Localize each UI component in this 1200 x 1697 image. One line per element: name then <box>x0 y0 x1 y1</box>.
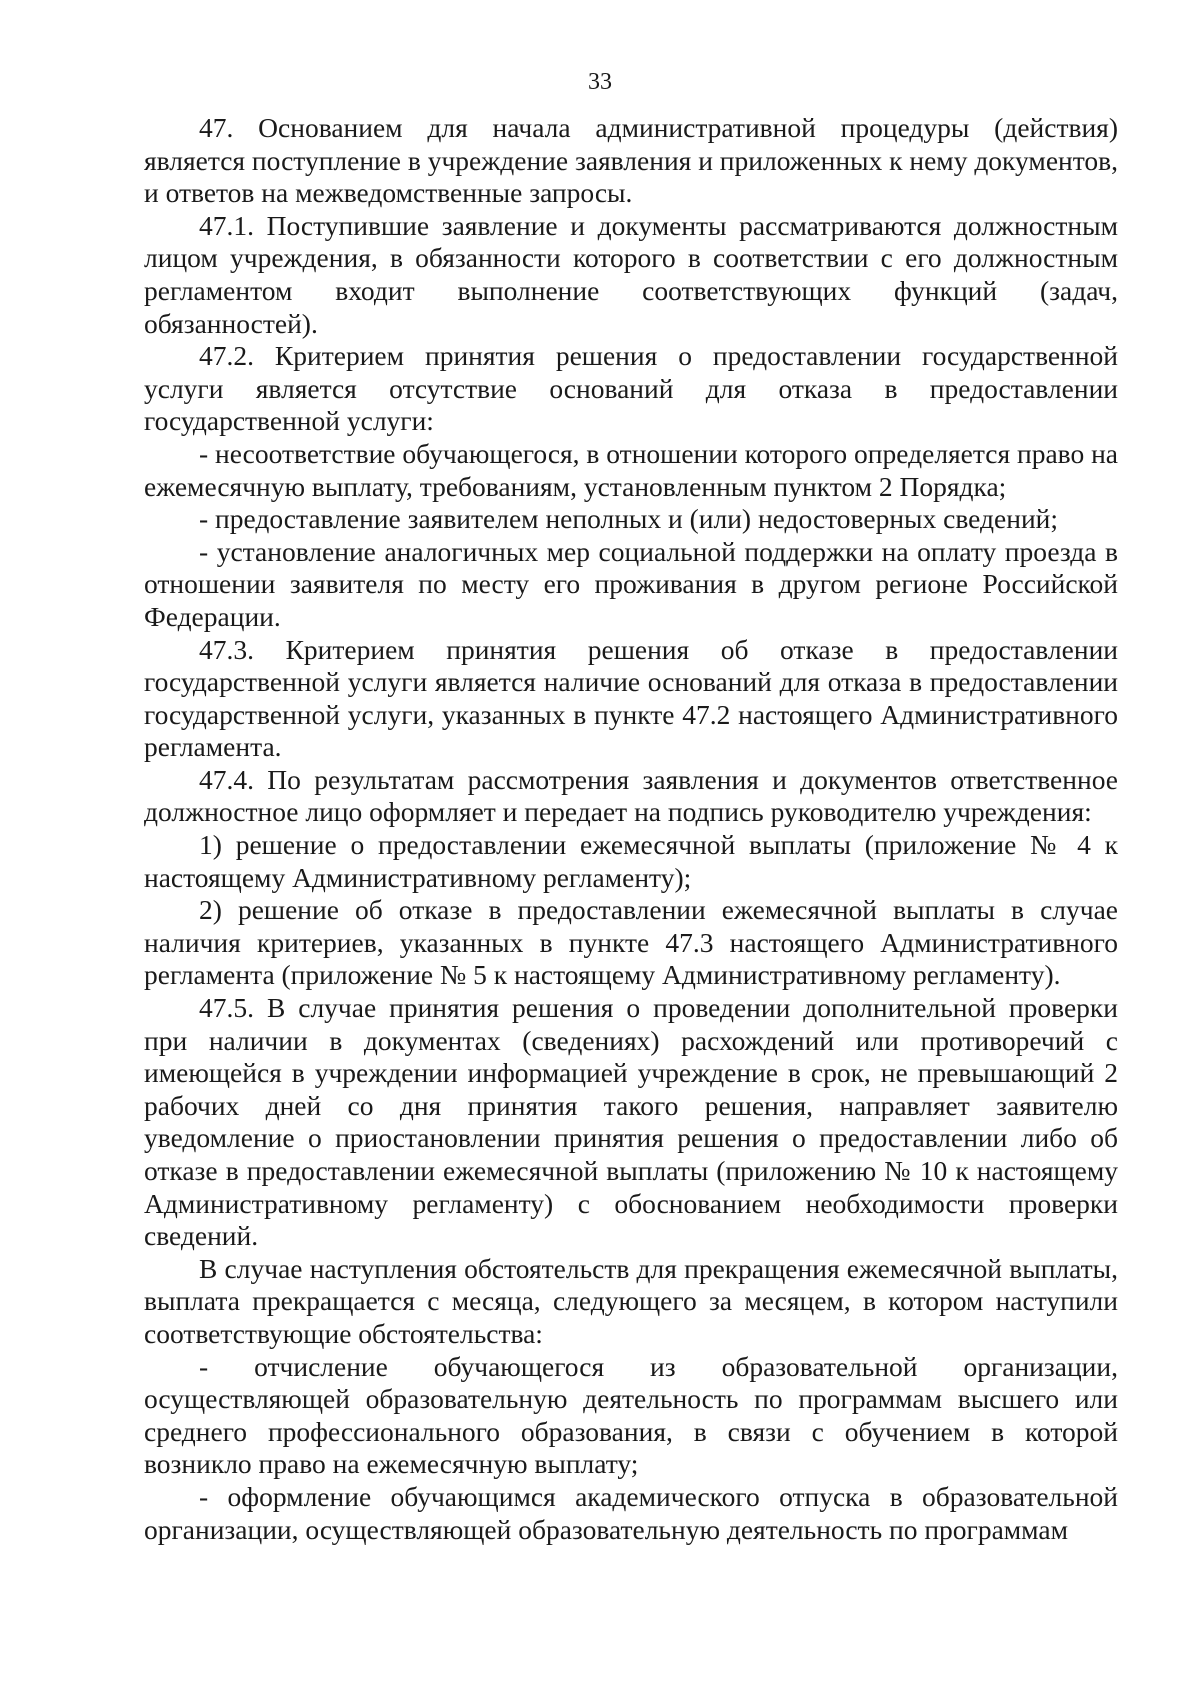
paragraph-termination: В случае наступления обстоятельств для прекращения ежемесячной выплаты, выплата прекращается с месяца, следующего за месяцем, в котором наступили соответствующие обстоятельства: <box>144 1252 1118 1349</box>
paragraph-47: 47. Основанием для начала административной процедуры (действия) является поступление в учреждение заявления и приложенных к нему документов, и ответов на межведомственные запросы. <box>144 112 1119 209</box>
list-item-criterion-3: - установление аналогичных мер социальной поддержки на оплату проезда в отношении заявителя по месту его проживания в другом регионе Российской Федерации. <box>144 535 1118 632</box>
list-item-termination-1: - отчисление обучающегося из образовательной организации, осуществляющей образовательную деятельность по программам высшего или среднего профессионального образования, в связи с обучением в которой возникло право на ежемесячную выплату; <box>144 1350 1118 1480</box>
list-item-decision-1: 1) решение о предоставлении ежемесячной выплаты (приложение № 4 к настоящему Административному регламенту); <box>144 829 1118 893</box>
list-item-decision-2: 2) решение об отказе в предоставлении ежемесячной выплаты в случае наличия критериев, указанных в пункте 47.3 настоящего Административного регламента (приложение № 5 к настоящему Административному регламенту). <box>144 894 1118 991</box>
list-item-criterion-2: - предоставление заявителем неполных и (или) недостоверных сведений; <box>199 503 1059 535</box>
paragraph-47-4: 47.4. По результатам рассмотрения заявления и документов ответственное должностное лицо оформляет и передает на подпись руководителю учреждения: <box>144 763 1118 828</box>
paragraph-47-2: 47.2. Критерием принятия решения о предоставлении государственной услуги является отсутствие оснований для отказа в предоставлении государственной услуги: <box>144 340 1118 437</box>
paragraph-47-1: 47.1. Поступившие заявление и документы рассматриваются должностным лицом учреждения, в обязанности которого в соответствии с его должностным регламентом входит выполнение соответствующих функций (задач, обязанностей). <box>144 209 1118 339</box>
list-item-termination-2: - оформление обучающимся академического отпуска в образовательной организации, осуществляющей образовательную деятельность по программам <box>144 1480 1118 1545</box>
list-item-criterion-1: - несоответствие обучающегося, в отношении которого определяется право на ежемесячную выплату, требованиям, установленным пунктом 2 Порядка; <box>144 437 1118 502</box>
paragraph-47-3: 47.3. Критерием принятия решения об отказе в предоставлении государственной услуги является наличие оснований для отказа в предоставлении государственной услуги, указанных в пункте 47.2 настоящего Административного регламента. <box>144 633 1118 763</box>
document-body <box>144 112 1118 1546</box>
page-number: 33 <box>588 69 612 95</box>
paragraph-47-5: 47.5. В случае принятия решения о проведении дополнительной проверки при наличии в документах (сведениях) расхождений или противоречий с имеющейся в учреждении информацией учреждение в срок, не превышающий 2 рабочих дней со дня принятия такого решения, направляет заявителю уведомление о приостановлении принятия решения о предоставлении либо об отказе в предоставлении ежемесячной выплаты (приложению № 10 к настоящему Административному регламенту) с обоснованием необходимости проверки сведений. <box>144 992 1118 1252</box>
